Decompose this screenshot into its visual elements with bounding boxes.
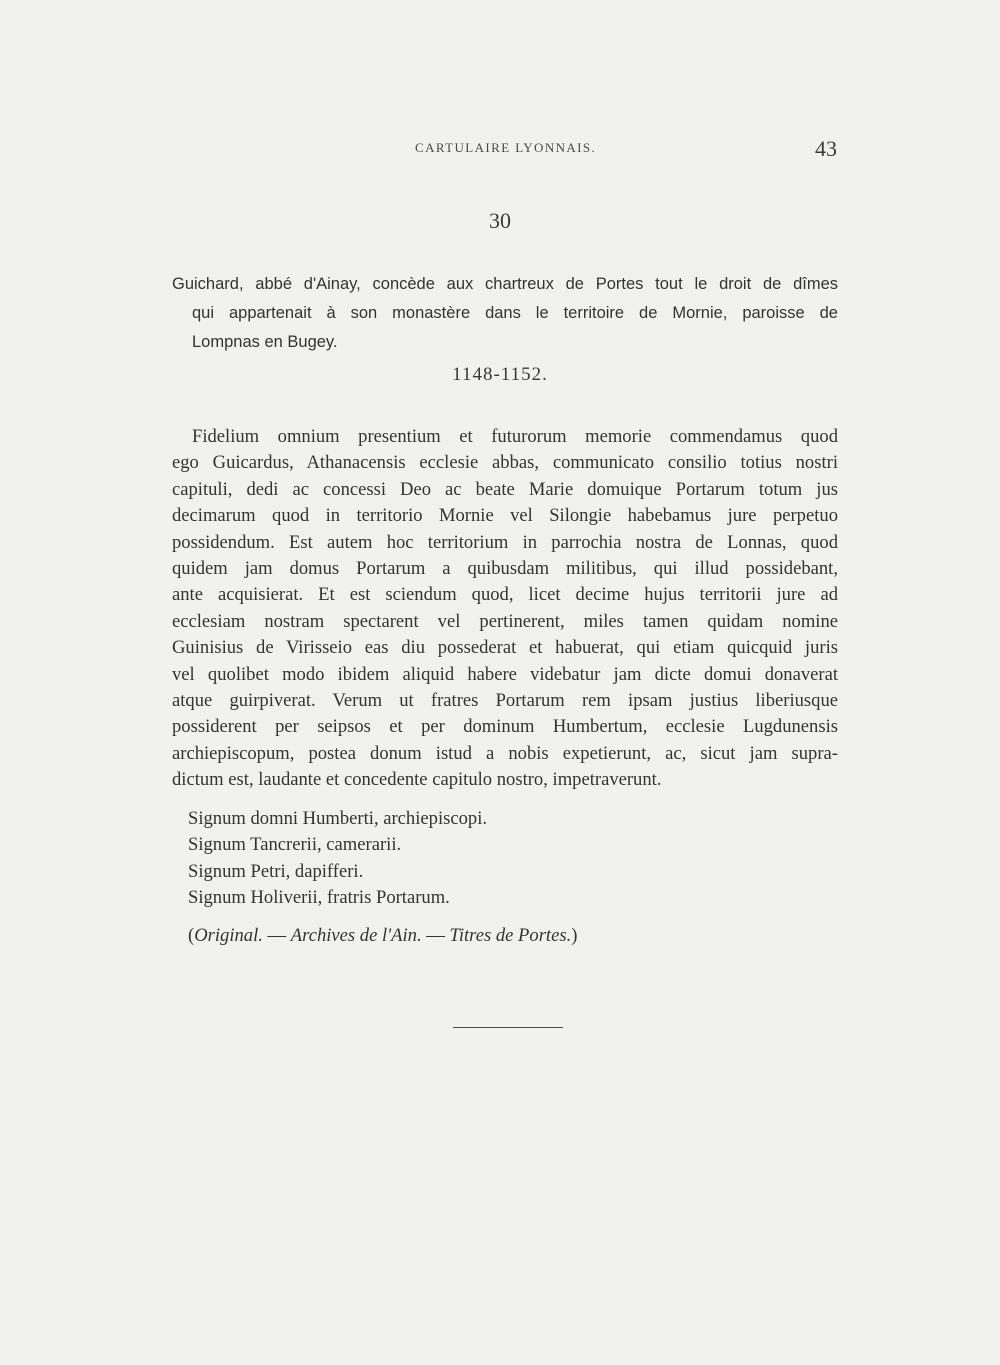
summary-line: qui appartenait à son monastère dans le territoire de Mornie, paroisse de [192, 304, 838, 322]
text-line: possidendum. Est autem hoc territorium in parrochia nostra de Lonnas, quod [172, 531, 838, 553]
document-date: 1148-1152. [452, 364, 548, 385]
paren-open: ( [188, 925, 195, 946]
charter-text [172, 424, 838, 794]
text-line: ecclesiam nostram spectarent vel pertinerent, miles tamen quidam nomine [172, 610, 838, 632]
closing-rule [453, 1027, 563, 1028]
document-summary [172, 270, 838, 357]
running-title: CARTULAIRE LYONNAIS. [415, 140, 597, 155]
signature-line: Signum Tancrerii, camerarii. [188, 834, 402, 856]
source-citation [188, 925, 577, 947]
signature-line: Signum domni Humberti, archiepiscopi. [188, 808, 488, 829]
page-number: 43 [815, 136, 837, 161]
text-line: archiepiscopum, postea donum istud a nobis expetierunt, ac, sicut jam supra- [172, 742, 838, 764]
paren-close: ) [571, 925, 578, 946]
signatures [188, 806, 487, 912]
source-separator: — [262, 925, 291, 946]
text-line: capituli, dedi ac concessi Deo ac beate Marie domuique Portarum totum jus [172, 478, 838, 500]
running-head [0, 136, 1000, 164]
source-original: Original. [194, 925, 263, 946]
text-line: Guinisius de Virisseio eas diu possederat et habuerat, qui etiam quicquid juris [172, 637, 838, 659]
source-separator: — [421, 925, 450, 946]
source-archives: Archives de l'Ain. [290, 925, 422, 946]
text-line: quidem jam domus Portarum a quibusdam militibus, qui illud possidebant, [172, 558, 838, 580]
text-line: possiderent per seipsos et per dominum Humbertum, ecclesie Lugdunensis [172, 716, 838, 738]
source-titres: Titres de Portes. [449, 925, 572, 946]
signature-line: Signum Petri, dapifferi. [188, 860, 364, 882]
text-line: atque guirpiverat. Verum ut fratres Portarum rem ipsam justius liberiusque [172, 690, 838, 712]
text-line: vel quolibet modo ibidem aliquid habere videbatur jam dicte domui donaverat [172, 663, 838, 685]
text-line: ego Guicardus, Athanacensis ecclesie abbas, communicato consilio totius nostri [172, 452, 838, 474]
text-line: decimarum quod in territorio Mornie vel Silongie habebamus jure perpetuo [172, 505, 838, 527]
text-line: dictum est, laudante et concedente capitulo nostro, impetraverunt. [172, 769, 662, 791]
document-number: 30 [489, 208, 511, 233]
text-line: Fidelium omnium presentium et futurorum memorie commendamus quod [192, 426, 838, 447]
text-line: ante acquisierat. Et est sciendum quod, licet decime hujus territorii jure ad [172, 584, 838, 606]
signature-line: Signum Holiverii, fratris Portarum. [188, 887, 450, 909]
summary-line: Lompnas en Bugey. [192, 333, 338, 351]
summary-line: Guichard, abbé d'Ainay, concède aux chartreux de Portes tout le droit de dîmes [172, 275, 838, 293]
